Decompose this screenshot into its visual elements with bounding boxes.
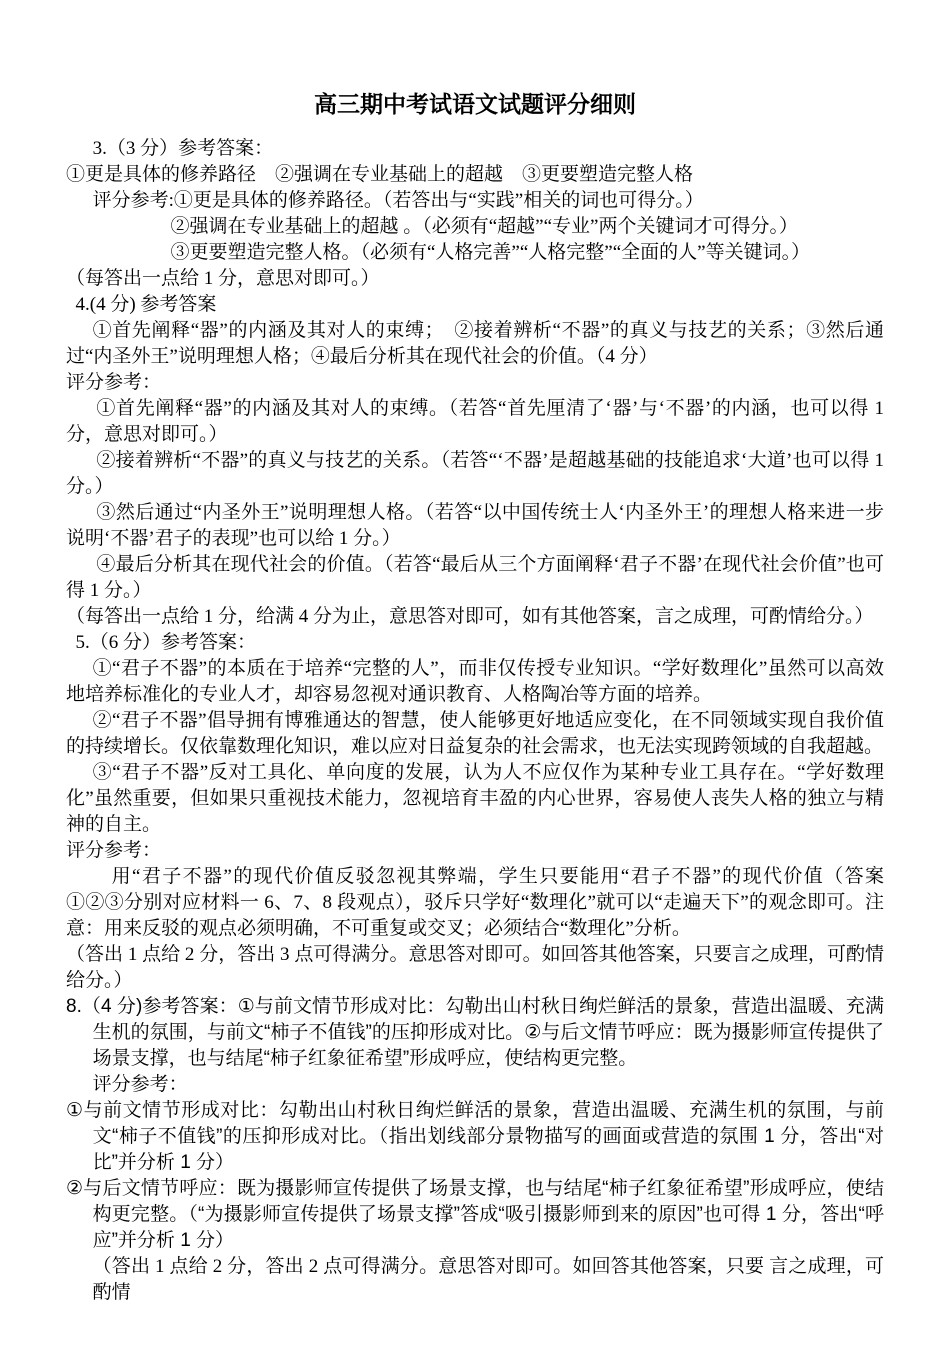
- paragraph: ④最后分析其在现代社会的价值。（若答“最后从三个方面阐释‘君子不器’在现代社会价值”也可得 1 分。）: [66, 554, 884, 601]
- paragraph: ①“君子不器”的本质在于培养“完整的人”，而非仅传授专业知识。“学好数理化”虽然可以高效地培养标准化的专业人才，却容易忽视对通识教育、人格陶冶等方面的培养。: [66, 658, 884, 705]
- paragraph: 评分参考：: [66, 840, 162, 861]
- paragraph: （每答出一点给 1 分，意思对即可。）: [66, 268, 380, 289]
- paragraph: 3.（3 分）参考答案：: [92, 138, 274, 159]
- paragraph: ②与后文情节呼应：既为摄影师宣传提供了场景支撑，也与结尾“柿子红象征希望”形成呼应，使结构更完整。（“为摄影师宣传提供了场景支撑”答成“吸引摄影师到来的原因”也可得 1 分，答出“呼应”并分析 1 分）: [66, 1178, 884, 1251]
- document-body: [66, 136, 884, 1306]
- paragraph: 评分参考：: [66, 372, 162, 393]
- paragraph: ①首先阐释“器”的内涵及其对人的束缚。（若答“首先厘清了‘器’与‘不器’的内涵，也可以得 1 分，意思对即可。）: [66, 398, 884, 445]
- paragraph: ③更要塑造完整人格。（必须有“人格完善”“人格完整”“全面的人”等关键词。）: [170, 242, 811, 263]
- paragraph: 5.（6 分）参考答案：: [75, 632, 257, 653]
- paragraph: ①首先阐释“器”的内涵及其对人的束缚； ②接着辨析“不器”的真义与技艺的关系；③然后通过“内圣外王”说明理想人格；④最后分析其在现代社会的价值。（4 分）: [66, 320, 884, 367]
- paragraph: （每答出一点给 1 分，给满 4 分为止，意思答对即可，如有其他答案，言之成理，可酌情给分。）: [66, 606, 874, 627]
- paragraph: （答出 1 点给 2 分，答出 2 点可得满分。意思答对即可。如回答其他答案，只要 言之成理，可酌情: [92, 1256, 884, 1303]
- paragraph: （答出 1 点给 2 分，答出 3 点可得满分。意思答对即可。如回答其他答案，只要言之成理，可酌情给分。）: [66, 944, 884, 991]
- paragraph: ③“君子不器”反对工具化、单向度的发展，认为人不应仅作为某种专业工具存在。“学好数理化”虽然重要，但如果只重视技术能力，忽视培育丰盈的内心世界，容易使人丧失人格的独立与精神的自主。: [66, 762, 884, 835]
- paragraph: 评分参考:①更是具体的修养路径。（若答出与“实践”相关的词也可得分。）: [92, 190, 704, 211]
- paragraph: 用“君子不器”的现代价值反驳忽视其弊端，学生只要能用“君子不器”的现代价值（答案①②③分别对应材料一 6、7、8 段观点），驳斥只学好“数理化”就可以“走遍天下”的观念即可。注意：用来反驳的观点必须明确，不可重复或交叉；必须结合“数理化”分析。: [66, 866, 884, 939]
- paragraph: 8.（4 分)参考答案：①与前文情节形成对比：勾勒出山村秋日绚烂鲜活的景象，营造出温暖、充满生机的氛围，与前文“柿子不值钱”的压抑形成对比。②与后文情节呼应：既为摄影师宣传提供了场景支撑，也与结尾“柿子红象征希望”形成呼应，使结构更完整。: [66, 996, 884, 1069]
- paragraph: ①更是具体的修养路径 ②强调在专业基础上的超越 ③更要塑造完整人格: [66, 164, 694, 185]
- paragraph: ③然后通过“内圣外王”说明理想人格。（若答“以中国传统士人‘内圣外王’的理想人格来进一步说明‘不器’君子的表现”也可以给 1 分。）: [66, 502, 884, 549]
- paragraph: ②强调在专业基础上的超越 。（必须有“超越”“专业”两个关键词才可得分。）: [170, 216, 798, 237]
- paragraph: ②接着辨析“不器”的真义与技艺的关系。（若答“‘不器’是超越基础的技能追求‘大道’也可以得 1 分。）: [66, 450, 884, 497]
- page-title: 高三期中考试语文试题评分细则: [314, 92, 636, 117]
- paragraph: 评分参考：: [92, 1074, 188, 1095]
- paragraph: ①与前文情节形成对比：勾勒出山村秋日绚烂鲜活的景象，营造出温暖、充满生机的氛围，与前文“柿子不值钱”的压抑形成对比。（指出划线部分景物描写的画面或营造的氛围 1 分，答出“对比”并分析 1 分）: [66, 1100, 884, 1173]
- paragraph: 4.(4 分) 参考答案: [75, 294, 217, 315]
- paragraph: ②“君子不器”倡导拥有博雅通达的智慧，使人能够更好地适应变化，在不同领域实现自我价值的持续增长。仅依靠数理化知识，难以应对日益复杂的社会需求，也无法实现跨领域的自我超越。: [66, 710, 884, 757]
